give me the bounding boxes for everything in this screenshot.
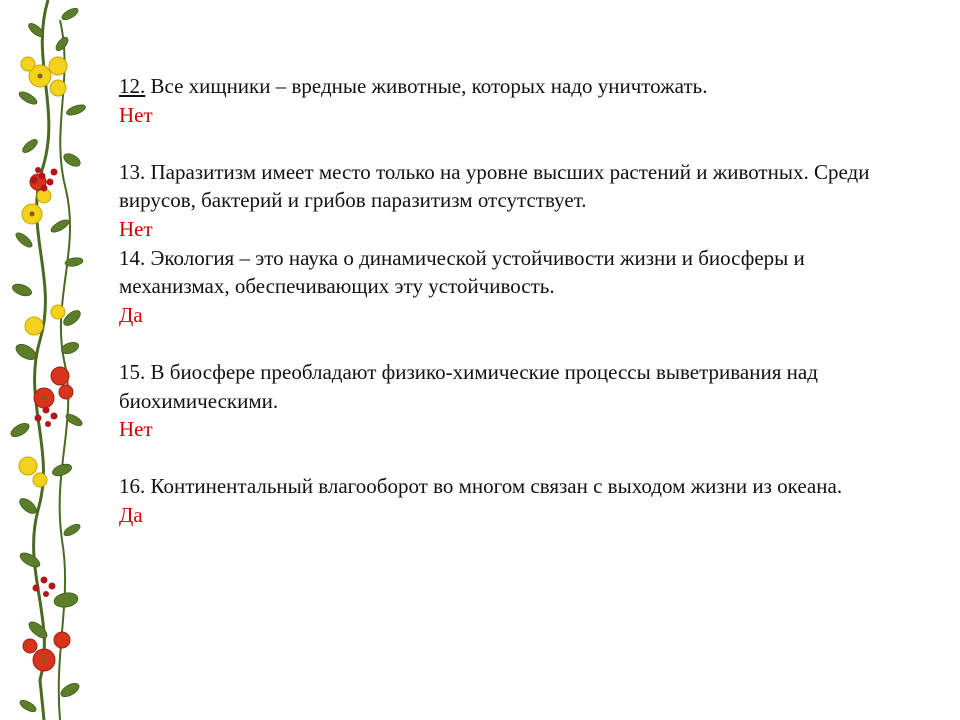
question-number: 12. xyxy=(119,74,146,98)
question-number: 15. xyxy=(119,359,146,384)
question-number: 14. xyxy=(119,245,146,270)
answer-16: Да xyxy=(119,502,143,527)
spacer xyxy=(119,329,909,358)
question-text: Экология – это наука о динамической устойчивости жизни и биосферы и механизмах, обеспечивающих эту устойчивость. xyxy=(119,245,805,299)
question-text: Паразитизм имеет место только на уровне высших растений и животных. Среди вирусов, бактерий и грибов паразитизм отсутствует. xyxy=(119,159,870,213)
answer-14: Да xyxy=(119,302,143,327)
question-12 xyxy=(119,72,909,101)
answer-13: Нет xyxy=(119,216,153,241)
answer-15: Нет xyxy=(119,417,153,442)
question-16 xyxy=(119,472,909,501)
spacer xyxy=(119,129,909,158)
quiz-text-block xyxy=(119,72,909,530)
spacer xyxy=(119,444,909,473)
question-text: Все хищники – вредные животные, которых надо уничтожать. xyxy=(145,74,708,98)
question-15 xyxy=(119,358,909,415)
question-13 xyxy=(119,158,909,215)
question-text: В биосфере преобладают физико-химические процессы выветривания над биохимическими. xyxy=(119,359,818,413)
question-14 xyxy=(119,244,909,301)
question-number: 13. xyxy=(119,159,146,184)
answer-12: Нет xyxy=(119,102,153,127)
vine-stem xyxy=(34,0,49,720)
question-text: Континентальный влагооборот во многом связан с выходом жизни из океана. xyxy=(145,474,843,499)
question-number: 16. xyxy=(119,474,146,499)
floral-vine-border xyxy=(0,0,100,720)
